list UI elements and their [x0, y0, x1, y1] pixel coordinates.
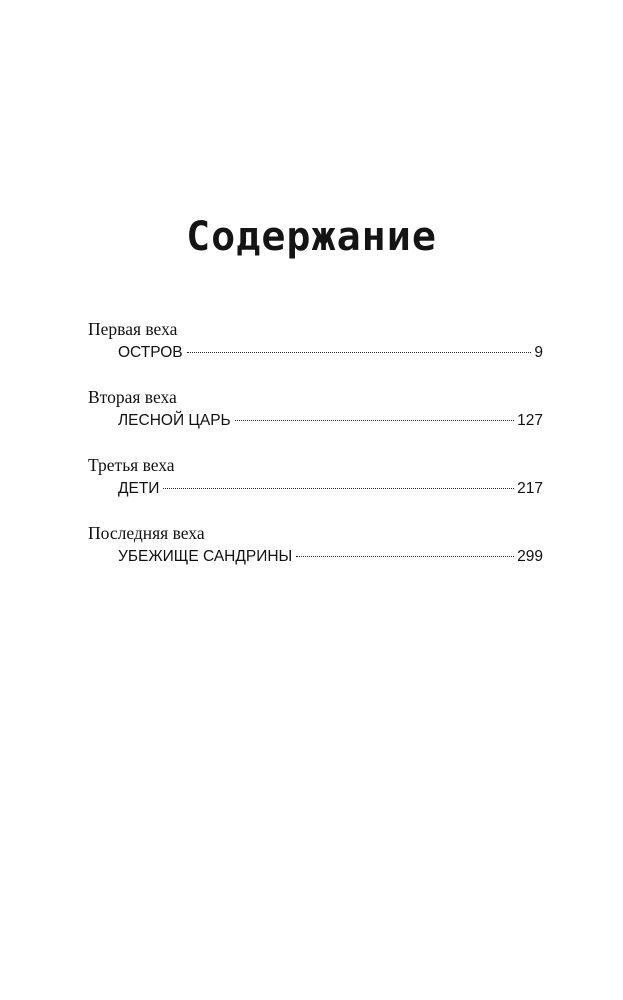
section-label: Первая веха [88, 319, 178, 339]
page-number: 299 [517, 548, 543, 565]
toc-entry [88, 477, 543, 500]
dot-leader [235, 420, 514, 421]
toc-section [88, 318, 543, 364]
entry-title: ДЕТИ [118, 480, 160, 497]
entry-title: ОСТРОВ [118, 344, 183, 361]
toc-title: Содержание [186, 214, 437, 260]
dot-leader [187, 352, 532, 353]
page-number: 9 [534, 344, 543, 361]
toc-entry [88, 409, 543, 432]
section-label: Вторая веха [88, 387, 177, 407]
page-number: 127 [517, 412, 543, 429]
section-label: Последняя веха [88, 523, 205, 543]
dot-leader [163, 488, 514, 489]
entry-title: ЛЕСНОЙ ЦАРЬ [118, 412, 231, 429]
toc-entry [88, 545, 543, 568]
dot-leader [296, 556, 514, 557]
toc-section [88, 522, 543, 568]
table-of-contents [88, 318, 543, 590]
page-number: 217 [517, 480, 543, 497]
toc-section [88, 454, 543, 500]
section-label: Третья веха [88, 455, 175, 475]
toc-section [88, 386, 543, 432]
entry-title: УБЕЖИЩЕ САНДРИНЫ [118, 548, 293, 565]
toc-entry [88, 341, 543, 364]
